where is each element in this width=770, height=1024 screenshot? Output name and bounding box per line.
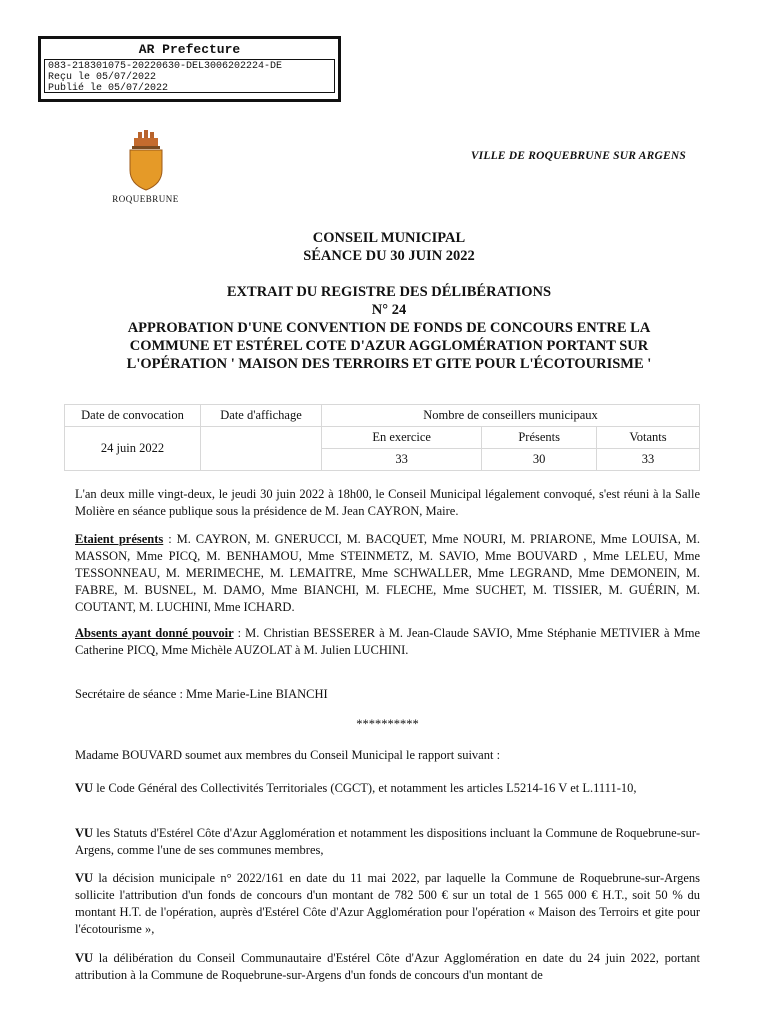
prefecture-stamp bbox=[38, 36, 341, 102]
subject-line-2: COMMUNE ET ESTÉREL COTE D'AZUR AGGLOMÉRATION PORTANT SUR bbox=[129, 338, 649, 354]
extract-title: EXTRAIT DU REGISTRE DES DÉLIBÉRATIONS bbox=[226, 284, 552, 300]
town-logo bbox=[108, 130, 183, 210]
value-exercice: 33 bbox=[322, 449, 482, 471]
logo-text: ROQUEBRUNE bbox=[112, 194, 179, 204]
value-presents: 30 bbox=[482, 449, 597, 471]
council-title: CONSEIL MUNICIPAL bbox=[312, 230, 466, 246]
absent-label: Absents ayant donné pouvoir bbox=[75, 626, 234, 640]
present-list: : M. CAYRON, M. GNERUCCI, M. BACQUET, Mme NOURI, M. PRIARONE, Mme LOUISA, M. MASSON, Mme PICQ, M. BENHAMOU, Mme STEINMETZ, M. SAVIO, Mme BOUVARD , Mme LELEU, Mme TESSONNEAU, M. MERIMECHE, M. LEMAITRE, Mme SCHWALLER, Mme LEGRAND, Mme DEMONEIN, M. FABRE, M. BUSNEL, M. DAMO, Mme BIANCHI, M. FLECHE, Mme SUCHET, M. TISSIER, M. GUÉRIN, M. COUTANT, M. LUCHINI, Mme ICHARD. bbox=[75, 532, 700, 614]
rapport-line: Madame BOUVARD soumet aux membres du Conseil Municipal le rapport suivant : bbox=[75, 748, 501, 762]
vu-text-3: la décision municipale n° 2022/161 en date du 11 mai 2022, par laquelle la Commune de Roquebrune-sur-Argens sollicite l'attribution d'un fonds de concours d'un montant de 782 500 € sur un total de 1 565 000 € H.T., soit 50 % du montant H.T. de l'opération, auprès d'Estérel Côte d'Azur Agglomération pour l'opération « Maison des Terroirs et gite pour l'écotourisme », bbox=[75, 871, 700, 936]
present-label: Etaient présents bbox=[75, 532, 164, 546]
sub-exercice: En exercice bbox=[322, 427, 482, 449]
affichage-date bbox=[201, 427, 322, 471]
convocation-date: 24 juin 2022 bbox=[65, 427, 201, 471]
separator: ********** bbox=[356, 717, 419, 731]
vu-label: VU bbox=[75, 951, 94, 965]
vu-label: VU bbox=[75, 871, 94, 885]
vu-paragraph-1 bbox=[75, 780, 700, 797]
col-affichage: Date d'affichage bbox=[201, 405, 322, 427]
subject-line-3: L'OPÉRATION ' MAISON DES TERROIRS ET GITE POUR L'ÉCOTOURISME ' bbox=[126, 356, 652, 372]
present-paragraph bbox=[75, 531, 700, 616]
city-header: VILLE DE ROQUEBRUNE SUR ARGENS bbox=[470, 150, 686, 162]
session-date: SÉANCE DU 30 JUIN 2022 bbox=[303, 248, 475, 264]
vu-text-4: la délibération du Conseil Communautaire d'Estérel Côte d'Azur Agglomération en date du 24 juin 2022, portant attribution à la Commune de Roquebrune-sur-Argens d'un fonds de concours d'un montant de bbox=[75, 951, 700, 982]
col-convocation: Date de convocation bbox=[65, 405, 201, 427]
subject-line-1: APPROBATION D'UNE CONVENTION DE FONDS DE CONCOURS ENTRE LA bbox=[127, 320, 651, 336]
vu-text-2: les Statuts d'Estérel Côte d'Azur Agglomération et notamment les dispositions incluant la Commune de Roquebrune-sur-Argens, comme l'une de ses communes membres, bbox=[75, 826, 700, 857]
col-conseillers: Nombre de conseillers municipaux bbox=[322, 405, 700, 427]
session-heading bbox=[60, 229, 718, 265]
vu-label: VU bbox=[75, 826, 94, 840]
absent-paragraph bbox=[75, 625, 700, 659]
sub-presents: Présents bbox=[482, 427, 597, 449]
council-info-table bbox=[64, 404, 700, 471]
value-votants: 33 bbox=[597, 449, 700, 471]
vu-paragraph-2 bbox=[75, 825, 700, 859]
stamp-title: AR Prefecture bbox=[138, 42, 241, 57]
vu-paragraph-4 bbox=[75, 950, 700, 984]
absent-list: : M. Christian BESSERER à M. Jean-Claude SAVIO, Mme Stéphanie METIVIER à Mme Catherine PICQ, Mme Michèle AUZOLAT à M. Julien LUCHINI. bbox=[75, 626, 700, 657]
secretary-line: Secrétaire de séance : Mme Marie-Line BIANCHI bbox=[75, 687, 328, 701]
vu-paragraph-3 bbox=[75, 870, 700, 938]
stamp-received: Reçu le 05/07/2022 bbox=[48, 72, 157, 83]
sub-votants: Votants bbox=[597, 427, 700, 449]
deliberation-number: N° 24 bbox=[371, 302, 407, 318]
deliberation-heading bbox=[60, 283, 718, 373]
stamp-details bbox=[44, 59, 335, 93]
coat-of-arms-icon bbox=[124, 130, 168, 192]
stamp-published: Publié le 05/07/2022 bbox=[48, 83, 169, 94]
stamp-reference: 083-218301075-20220630-DEL3006202224-DE bbox=[48, 61, 283, 72]
intro-paragraph: L'an deux mille vingt-deux, le jeudi 30 juin 2022 à 18h00, le Conseil Municipal légalement convoqué, s'est réuni à la Salle Molière en séance publique sous la présidence de M. Jean CAYRON, Maire. bbox=[75, 487, 700, 518]
vu-label: VU bbox=[75, 781, 94, 795]
vu-text-1: le Code Général des Collectivités Territoriales (CGCT), et notamment les articles L5214-16 V et L.1111-10, bbox=[93, 781, 637, 795]
